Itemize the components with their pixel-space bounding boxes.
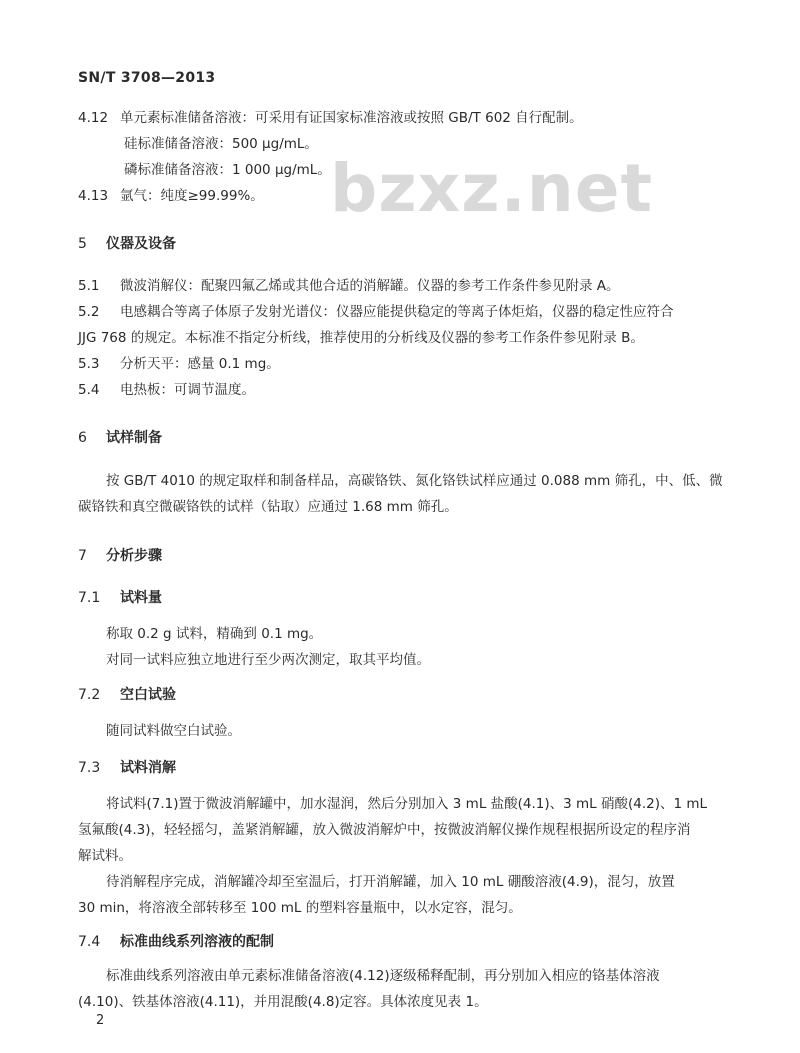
clause-7-3-line-2: 氢氟酸(4.3)，轻轻摇匀，盖紧消解罐，放入微波消解炉中，按微波消解仪操作规程根据所设定的程序消 xyxy=(78,822,691,838)
subsection-number: 7.3 xyxy=(78,760,101,776)
section-6-paragraph-line-2: 碳铬铁和真空微碳铬铁的试样（钻取）应通过 1.68 mm 筛孔。 xyxy=(78,499,458,515)
clause-7-4-line-2: (4.10)、铁基体溶液(4.11)，并用混酸(4.8)定容。具体浓度见表 1。 xyxy=(78,994,488,1010)
subsection-title: 试料量 xyxy=(120,590,162,606)
clause-number: 5.3 xyxy=(78,356,100,372)
section-heading-6 xyxy=(78,428,162,448)
clause-number: 4.13 xyxy=(78,188,109,204)
clause-7-3-line-5: 30 min，将溶液全部转移至 100 mL 的塑料容量瓶中，以水定容，混匀。 xyxy=(78,900,522,916)
clause-7-2-line-1: 随同试料做空白试验。 xyxy=(106,723,241,739)
clause-5-4 xyxy=(78,380,255,400)
clause-text: 分析天平：感量 0.1 mg。 xyxy=(120,356,280,372)
clause-number: 5.4 xyxy=(78,382,100,398)
subsection-title: 空白试验 xyxy=(120,687,176,703)
clause-text: 氩气：纯度≥99.99%。 xyxy=(120,188,264,204)
clause-7-1-line-1: 称取 0.2 g 试料，精确到 0.1 mg。 xyxy=(106,626,323,642)
clause-number: 5.2 xyxy=(78,304,100,320)
clause-text: 电感耦合等离子体原子发射光谱仪：仪器应能提供稳定的等离子体炬焰，仪器的稳定性应符合 xyxy=(120,304,674,320)
clause-text: 电热板：可调节温度。 xyxy=(120,382,255,398)
clause-7-3-line-3: 解试料。 xyxy=(78,848,132,864)
watermark-text: bzxz.net xyxy=(330,150,654,227)
subsection-number: 7.4 xyxy=(78,934,101,950)
clause-5-1 xyxy=(78,276,620,296)
section-heading-7 xyxy=(78,546,162,566)
clause-4-12-phosphorus: 磷标准储备溶液：1 000 μg/mL。 xyxy=(124,162,331,178)
subsection-number: 7.1 xyxy=(78,590,101,606)
clause-7-3-line-4: 待消解程序完成，消解罐冷却至室温后，打开消解罐，加入 10 mL 硼酸溶液(4.9)，混匀，放置 xyxy=(106,874,675,890)
subsection-heading-7-4 xyxy=(78,932,274,952)
section-title: 试样制备 xyxy=(106,430,162,446)
section-title: 仪器及设备 xyxy=(106,236,176,252)
clause-5-2 xyxy=(78,302,674,322)
subsection-title: 试料消解 xyxy=(120,760,176,776)
section-number: 5 xyxy=(78,236,87,252)
clause-text: 微波消解仪：配聚四氟乙烯或其他合适的消解罐。仪器的参考工作条件参见附录 A。 xyxy=(120,278,620,294)
clause-text: 单元素标准储备溶液：可采用有证国家标准溶液或按照 GB/T 602 自行配制。 xyxy=(120,110,583,126)
clause-4-13 xyxy=(78,186,264,206)
clause-7-1-line-2: 对同一试料应独立地进行至少两次测定，取其平均值。 xyxy=(106,652,430,668)
section-number: 6 xyxy=(78,430,87,446)
standard-code-header: SN/T 3708—2013 xyxy=(78,70,216,86)
section-number: 7 xyxy=(78,548,87,564)
clause-7-3-line-1: 将试料(7.1)置于微波消解罐中，加水湿润，然后分别加入 3 mL 盐酸(4.1)、3 mL 硝酸(4.2)、1 mL xyxy=(106,796,708,812)
clause-number: 5.1 xyxy=(78,278,100,294)
subsection-heading-7-3 xyxy=(78,758,176,778)
subsection-number: 7.2 xyxy=(78,687,101,703)
section-title: 分析步骤 xyxy=(106,548,162,564)
page-number: 2 xyxy=(96,1013,105,1028)
clause-5-3 xyxy=(78,354,280,374)
subsection-title: 标准曲线系列溶液的配制 xyxy=(120,934,274,950)
section-6-paragraph-line-1: 按 GB/T 4010 的规定取样和制备样品，高碳铬铁、氮化铬铁试样应通过 0.088 mm 筛孔，中、低、微 xyxy=(106,473,723,489)
clause-7-4-line-1: 标准曲线系列溶液由单元素标准储备溶液(4.12)逐级稀释配制，再分别加入相应的铬基体溶液 xyxy=(106,968,660,984)
subsection-heading-7-1 xyxy=(78,588,162,608)
section-heading-5 xyxy=(78,234,176,254)
clause-4-12 xyxy=(78,108,583,128)
clause-4-12-silicon: 硅标准储备溶液：500 μg/mL。 xyxy=(124,136,318,152)
clause-number: 4.12 xyxy=(78,110,109,126)
clause-5-2-continued: JJG 768 的规定。本标准不指定分析线，推荐使用的分析线及仪器的参考工作条件参见附录 B。 xyxy=(78,330,644,346)
subsection-heading-7-2 xyxy=(78,685,176,705)
